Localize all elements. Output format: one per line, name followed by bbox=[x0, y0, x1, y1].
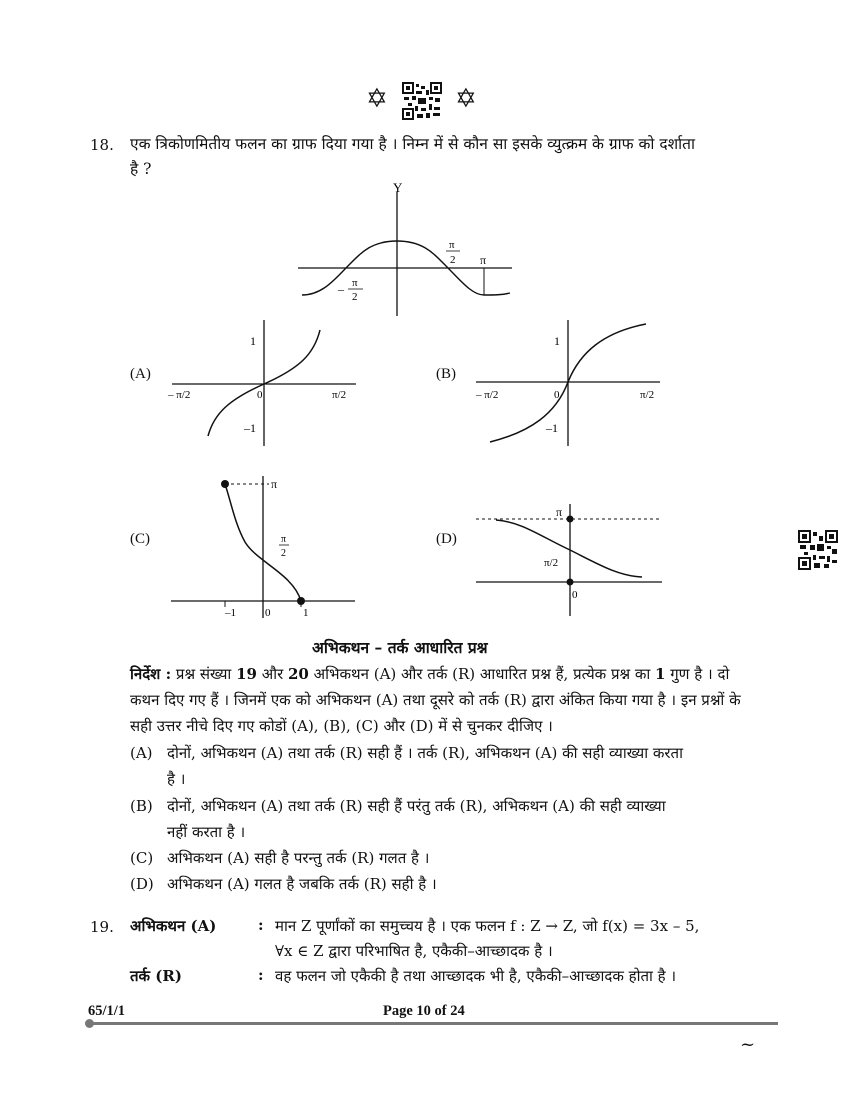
option-b-label: (B) bbox=[436, 366, 456, 382]
option-a-tick-top: 1 bbox=[250, 334, 256, 348]
option-c-label: (C) bbox=[130, 531, 150, 547]
main-graph-pi-label: π bbox=[480, 253, 487, 267]
main-trig-graph bbox=[290, 178, 520, 318]
code-d-label: (D) bbox=[130, 875, 154, 893]
directions-label: निर्देश : bbox=[130, 665, 172, 683]
question-18-number: 18. bbox=[90, 136, 114, 154]
directions-part2: और bbox=[256, 665, 288, 683]
directions-q19: 19 bbox=[236, 665, 257, 683]
assertion-text bbox=[275, 914, 755, 964]
code-b-line1: दोनों, अभिकथन (A) तथा तर्क (R) सही हैं परंतु तर्क (R), अभिकथन (A) की सही व्याख्या bbox=[167, 797, 666, 815]
option-b-tick-right: π/2 bbox=[640, 389, 655, 401]
reason-text: वह फलन जो एकैकी है तथा आच्छादक भी है, एकैकी–आच्छादक होता है । bbox=[275, 967, 677, 985]
code-c-label: (C) bbox=[130, 849, 154, 867]
assertion-line1: मान Z पूर्णांकों का समुच्चय है । एक फलन f : Z → Z, जो f(x) = 3x – 5, bbox=[275, 917, 700, 935]
main-graph-neg-pi-over-2-num: π bbox=[352, 277, 358, 289]
assertion-colon: : bbox=[258, 916, 264, 934]
option-a-origin: 0 bbox=[257, 389, 263, 401]
main-graph-pi-over-2-num: π bbox=[449, 239, 455, 251]
option-a-graph bbox=[160, 318, 365, 448]
assertion-line2: ∀x ∈ Z द्वारा परिभाषित है, एकैकी–आच्छादक है । bbox=[275, 942, 553, 960]
reason-colon: : bbox=[258, 966, 264, 984]
code-a-line1: दोनों, अभिकथन (A) तथा तर्क (R) सही हैं । तर्क (R), अभिकथन (A) की सही व्याख्या करता bbox=[167, 744, 683, 762]
option-b-tick-bottom: –1 bbox=[546, 421, 558, 435]
option-b-graph bbox=[470, 318, 665, 448]
directions-one-mark: 1 bbox=[655, 665, 666, 683]
footer-rule-dot-icon bbox=[85, 1019, 94, 1028]
option-a-label: (A) bbox=[130, 366, 151, 382]
footer-paper-code: 65/1/1 bbox=[88, 1003, 126, 1019]
option-a-tick-left: – π/2 bbox=[168, 389, 191, 401]
side-qr-code-icon bbox=[798, 530, 838, 574]
option-c-tick-top: π bbox=[271, 477, 278, 491]
code-d-line1: अभिकथन (A) गलत है जबकि तर्क (R) सही है । bbox=[167, 875, 437, 893]
code-item-c bbox=[130, 845, 760, 871]
option-a-tick-bottom: –1 bbox=[244, 421, 256, 435]
directions-part1: प्रश्न संख्या bbox=[171, 665, 237, 683]
question-18-text-line1: एक त्रिकोणमितीय फलन का ग्राफ दिया गया है । निम्न में से कौन सा इसके व्युत्क्रम के ग्राफ को दर्शाता bbox=[130, 135, 696, 153]
code-b-line2: नहीं करता है । bbox=[167, 823, 246, 841]
question-18-text-line2: है ? bbox=[130, 160, 152, 178]
code-item-d bbox=[130, 871, 760, 897]
code-b-label: (B) bbox=[130, 797, 153, 815]
option-c-tick-mid-num: π bbox=[281, 534, 287, 545]
assertion-label: अभिकथन (A) bbox=[130, 917, 217, 935]
option-d-label: (D) bbox=[436, 531, 457, 547]
main-graph-y-label: Y bbox=[393, 180, 403, 195]
option-c-tick-left: –1 bbox=[225, 607, 236, 619]
option-c-tick-mid-den: 2 bbox=[281, 548, 286, 559]
directions-q20: 20 bbox=[288, 665, 309, 683]
question-19-number: 19. bbox=[90, 918, 114, 936]
option-c-tick-right: 1 bbox=[303, 607, 309, 619]
option-b-origin: 0 bbox=[554, 389, 560, 401]
option-d-curve bbox=[496, 520, 642, 577]
directions-part3: अभिकथन (A) और तर्क (R) आधारित प्रश्न हैं, प्रत्येक प्रश्न का bbox=[308, 665, 656, 683]
main-graph-pi-over-2-den: 2 bbox=[450, 254, 456, 266]
option-b-tick-top: 1 bbox=[554, 334, 560, 348]
qr-code-icon bbox=[402, 82, 442, 124]
code-a-label: (A) bbox=[130, 744, 153, 762]
star-of-david-left-icon: ✡ bbox=[366, 84, 388, 114]
option-a-tick-right: π/2 bbox=[332, 389, 347, 401]
star-of-david-right-icon: ✡ bbox=[455, 84, 477, 114]
option-c-graph bbox=[165, 472, 365, 620]
option-d-tick-mid: π/2 bbox=[544, 557, 559, 569]
footer-rule bbox=[88, 1022, 778, 1025]
option-d-graph bbox=[472, 502, 667, 618]
code-item-b bbox=[130, 793, 760, 845]
main-graph-neg-pi-over-2-den: 2 bbox=[352, 291, 358, 303]
code-c-line1: अभिकथन (A) सही है परन्तु तर्क (R) गलत है । bbox=[167, 849, 430, 867]
directions-part4: गुण है । दो कथन दिए गए हैं । जिनमें एक को अभिकथन (A) तथा दूसरे को तर्क (R) द्वारा अंकित किया गया है । इन प्रश्नों के सही उत्तर नीचे दिए गए कोडों (A), (B), (C) और (D) में से चुनकर दीजिए । bbox=[130, 665, 741, 735]
code-item-a bbox=[130, 740, 760, 792]
option-d-tick-top: π bbox=[556, 505, 563, 519]
reason-label: तर्क (R) bbox=[130, 967, 182, 985]
option-c-origin: 0 bbox=[265, 607, 271, 619]
footer-page-number: Page 10 of 24 bbox=[383, 1003, 465, 1019]
directions-paragraph bbox=[130, 661, 760, 739]
option-d-origin: 0 bbox=[572, 589, 578, 601]
section-heading: अभिकथन – तर्क आधारित प्रश्न bbox=[312, 638, 488, 657]
footer-tilde: ~ bbox=[740, 1034, 756, 1055]
option-b-tick-left: – π/2 bbox=[476, 389, 499, 401]
main-graph-neg-sign: – bbox=[338, 282, 344, 296]
code-a-line2: है । bbox=[167, 770, 186, 788]
